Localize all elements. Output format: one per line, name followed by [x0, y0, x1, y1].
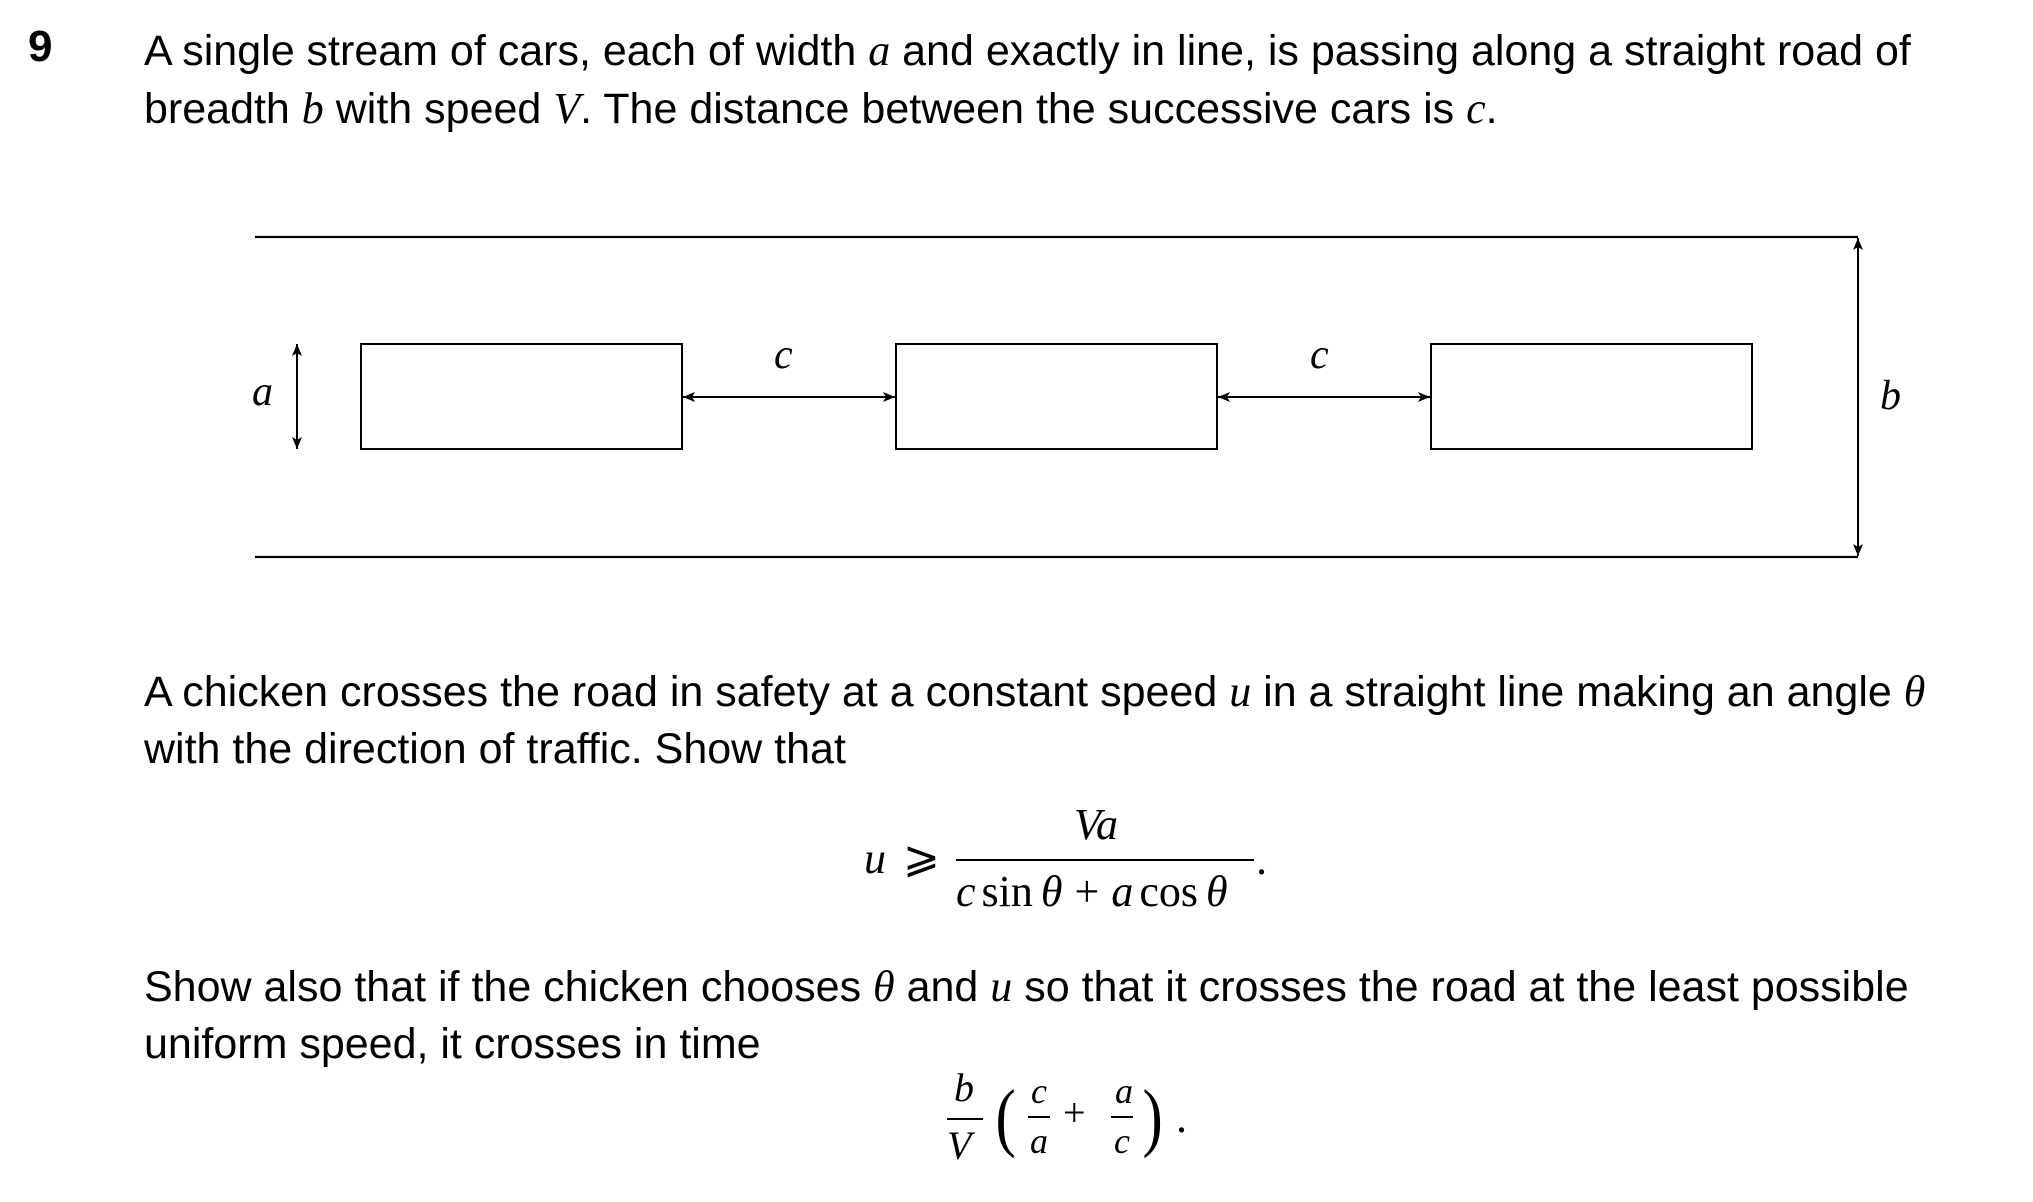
question-number: 9: [28, 22, 53, 71]
eq1-period: .: [1256, 835, 1267, 884]
eq2-frac-denominator: V: [947, 1123, 972, 1168]
chicken-text-3: with the direction of traffic. Show that: [144, 725, 846, 773]
var-u-2: u: [990, 962, 1013, 1011]
gap-label-2: c: [1310, 332, 1329, 378]
road-breadth-label: b: [1880, 373, 1901, 419]
eq2-frac-numerator: b: [954, 1065, 974, 1110]
var-theta: θ: [1903, 667, 1926, 716]
eq2-plus: +: [1063, 1090, 1086, 1135]
eq2-period: .: [1176, 1093, 1187, 1142]
chicken-text-2: in a straight line making an angle: [1251, 668, 1904, 716]
also-text-3: so that it crosses the road at the least possible uniform speed, it crosses in time: [144, 963, 1909, 1068]
eq2-f1-denominator: a: [1030, 1121, 1048, 1161]
car-width-label: a: [252, 369, 273, 415]
intro-text-2: and exactly in line, is passing along a straight road of breadth: [144, 27, 1911, 133]
intro-text-3: with speed: [323, 85, 554, 133]
intro-text-5: .: [1485, 85, 1498, 133]
var-V: V: [553, 84, 581, 133]
eq2-f2-denominator: c: [1114, 1121, 1130, 1161]
var-b: b: [301, 84, 324, 133]
intro-text-4: . The distance between the successive cars is: [580, 85, 1467, 133]
var-theta-2: θ: [873, 962, 895, 1011]
var-c: c: [1466, 84, 1486, 133]
eq2-f2-numerator: a: [1115, 1071, 1133, 1111]
gap-label-1: c: [774, 332, 793, 378]
var-u: u: [1229, 667, 1252, 716]
eq2-f1-bar: [1028, 1116, 1050, 1118]
eq2-f2-bar: [1111, 1116, 1133, 1118]
eq2-frac-bar: [947, 1118, 983, 1120]
eq1-relation: ⩾: [903, 833, 940, 882]
eq2-f1-numerator: c: [1031, 1071, 1047, 1111]
also-text-1: Show also that if the chicken chooses: [144, 963, 874, 1011]
var-a: a: [868, 26, 891, 75]
eq1-lhs: u: [864, 834, 886, 883]
also-text-2: and: [894, 963, 991, 1011]
chicken-text-1: A chicken crosses the road in safety at a constant speed: [144, 668, 1230, 716]
eq2-right-paren: ): [1142, 1075, 1163, 1159]
eq1-numerator: Va: [1074, 800, 1118, 849]
eq2-left-paren: (: [995, 1075, 1016, 1159]
eq1-denominator: c sin θ + a cos θ: [956, 867, 1228, 916]
intro-text-1: A single stream of cars, each of width: [144, 27, 869, 75]
